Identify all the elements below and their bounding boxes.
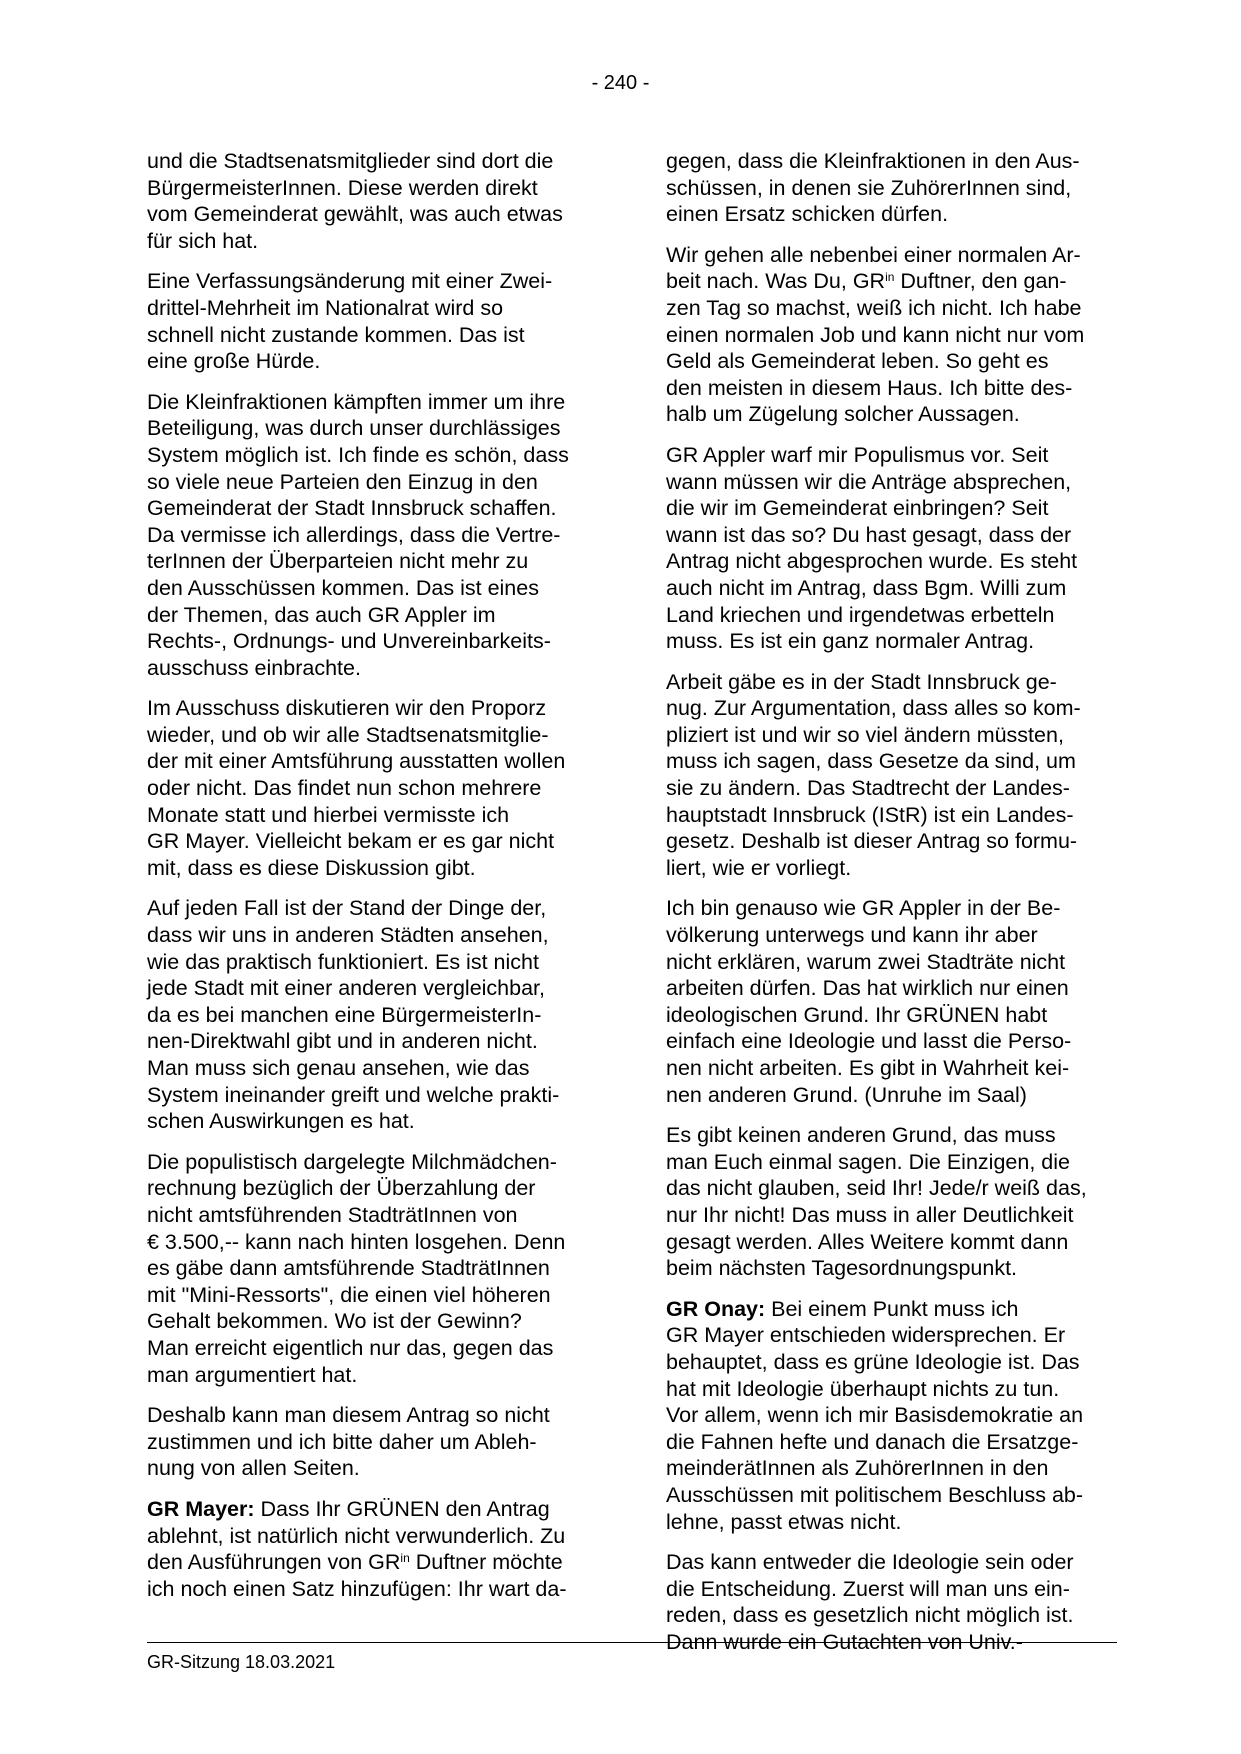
speech-text: Dass Ihr GRÜNEN den Antrag ablehnt, ist natürlich nicht verwunderlich. Zu den Ausführungen von GR bbox=[147, 1496, 566, 1575]
superscript: in bbox=[400, 1551, 410, 1566]
paragraph: Auf jeden Fall ist der Stand der Dinge der, dass wir uns in anderen Städten ansehen, wie das praktisch funktioniert. Es ist nicht jede Stadt mit einer anderen vergleichbar, da es bei manchen eine BürgermeisterIn- nen-Direktwahl gibt und in anderen nicht. Man muss sich genau ansehen, wie das System ineinander greift und welche prakti- schen Auswirkungen es hat. bbox=[147, 896, 560, 1134]
page-number: - 240 - bbox=[591, 72, 650, 94]
paragraph: Deshalb kann man diesem Antrag so nicht zustimmen und ich bitte daher um Ableh- nung von allen Seiten. bbox=[147, 1403, 550, 1481]
right-column bbox=[666, 148, 1121, 1669]
paragraph-text: Duftner, den gan- zen Tag so machst, weiß ich nicht. Ich habe einen normalen Job und kann nicht nur vom Geld als Gemeinderat leben. So geht es den meisten in diesem Haus. Ich bitte des- halb um Zügelung solcher Aussagen. bbox=[666, 269, 1085, 427]
paragraph: Das kann entweder die Ideologie sein oder die Entscheidung. Zuerst will man uns ein- reden, dass es gesetzlich nicht möglich ist. Dann wurde ein Gutachten von Univ.- bbox=[666, 1550, 1074, 1654]
speech-mayer bbox=[147, 1496, 602, 1602]
speech-text: Bei einem Punkt muss ich GR Mayer entschieden widersprechen. Er behauptet, dass es grüne Ideologie ist. Das hat mit Ideologie überhaupt nichts zu tun. Vor allem, wenn ich mir Basisdemokratie an die Fahnen hefte und danach die Ersatzge- meinderätInnen als ZuhörerInnen in den Ausschüssen mit politischem Beschluss ab- lehne, passt etwas nicht. bbox=[666, 1296, 1084, 1534]
superscript: in bbox=[885, 270, 895, 285]
paragraph: und die Stadtsenatsmitglieder sind dort die BürgermeisterInnen. Diese werden direkt vom Gemeinderat gewählt, was auch etwas für sich hat. bbox=[147, 149, 563, 253]
paragraph: Es gibt keinen anderen Grund, das muss man Euch einmal sagen. Die Einzigen, die das nicht glauben, seid Ihr! Jede/r weiß das, nur Ihr nicht! Das muss in aller Deutlichkeit gesagt werden. Alles Weitere kommt dann beim nächsten Tagesordnungspunkt. bbox=[666, 1123, 1087, 1281]
speech-onay bbox=[666, 1296, 1121, 1535]
paragraph: Die populistisch dargelegte Milchmädchen- rechnung bezüglich der Überzahlung der nicht amtsführenden StadträtInnen von € 3.500,-- kann nach hinten losgehen. Denn es gäbe dann amtsführende StadträtInnen mit "Mini-Ressorts", die einen viel höheren Gehalt bekommen. Wo ist der Gewinn? Man erreicht eigentlich nur das, gegen das man argumentiert hat. bbox=[147, 1149, 566, 1387]
speaker-name: GR Onay: bbox=[666, 1296, 766, 1321]
paragraph: Die Kleinfraktionen kämpften immer um ihre Beteiligung, was durch unser durchlässiges System möglich ist. Ich finde es schön, dass so viele neue Parteien den Einzug in den Gemeinderat der Stadt Innsbruck schaffen. Da vermisse ich allerdings, dass die Vertre- terInnen der Überparteien nicht mehr zu den Ausschüssen kommen. Das ist eines der Themen, das auch GR Appler im Rechts-, Ordnungs- und Unvereinbarkeits- ausschuss einbrachte. bbox=[147, 389, 569, 680]
speaker-name: GR Mayer: bbox=[147, 1496, 255, 1521]
footer-text: GR-Sitzung 18.03.2021 bbox=[147, 1652, 336, 1672]
footer-divider bbox=[147, 1642, 1117, 1643]
left-column bbox=[147, 148, 602, 1616]
paragraph: gegen, dass die Kleinfraktionen in den Aus- schüssen, in denen sie ZuhörerInnen sind, einen Ersatz schicken dürfen. bbox=[666, 149, 1080, 227]
paragraph: Arbeit gäbe es in der Stadt Innsbruck ge- nug. Zur Argumentation, dass alles so kom- pliziert ist und wir so viel ändern müssten, muss ich sagen, dass Gesetze da sind, um sie zu ändern. Das Stadtrecht der Landes- hauptstadt Innsbruck (IStR) ist ein Landes- gesetz. Deshalb ist dieser Antrag so formu- liert, wie er vorliegt. bbox=[666, 669, 1081, 880]
paragraph: GR Appler warf mir Populismus vor. Seit wann müssen wir die Anträge absprechen, die wir im Gemeinderat einbringen? Seit wann ist das so? Du hast gesagt, dass der Antrag nicht abgesprochen wurde. Es steht auch nicht im Antrag, dass Bgm. Willi zum Land kriechen und irgendetwas erbetteln muss. Es ist ein ganz normaler Antrag. bbox=[666, 442, 1078, 654]
paragraph: Eine Verfassungsänderung mit einer Zwei- drittel-Mehrheit im Nationalrat wird so schnell nicht zustande kommen. Das ist eine große Hürde. bbox=[147, 269, 553, 374]
paragraph bbox=[666, 242, 1121, 428]
paragraph: Im Ausschuss diskutieren wir den Proporz wieder, und ob wir alle Stadtsenatsmitglie- der mit einer Amtsführung ausstatten wollen oder nicht. Das findet nun schon mehrere Monate statt und hierbei vermisste ich GR Mayer. Vielleicht bekam er es gar nicht mit, dass es diese Diskussion gibt. bbox=[147, 696, 566, 880]
paragraph: Ich bin genauso wie GR Appler in der Be- völkerung unterwegs und kann ihr aber nicht erklären, warum zwei Stadträte nicht arbeiten dürfen. Das hat wirklich nur einen ideologischen Grund. Ihr GRÜNEN habt einfach eine Ideologie und lasst die Perso- nen nicht arbeiten. Es gibt in Wahrheit kei- nen anderen Grund. (Unruhe im Saal) bbox=[666, 896, 1072, 1107]
paragraph-text: Wir gehen alle nebenbei einer normalen Ar- beit nach. Was Du, GR bbox=[666, 242, 1081, 294]
speech-text: Duftner möchte ich noch einen Satz hinzufügen: Ihr wart da- bbox=[147, 1550, 567, 1601]
